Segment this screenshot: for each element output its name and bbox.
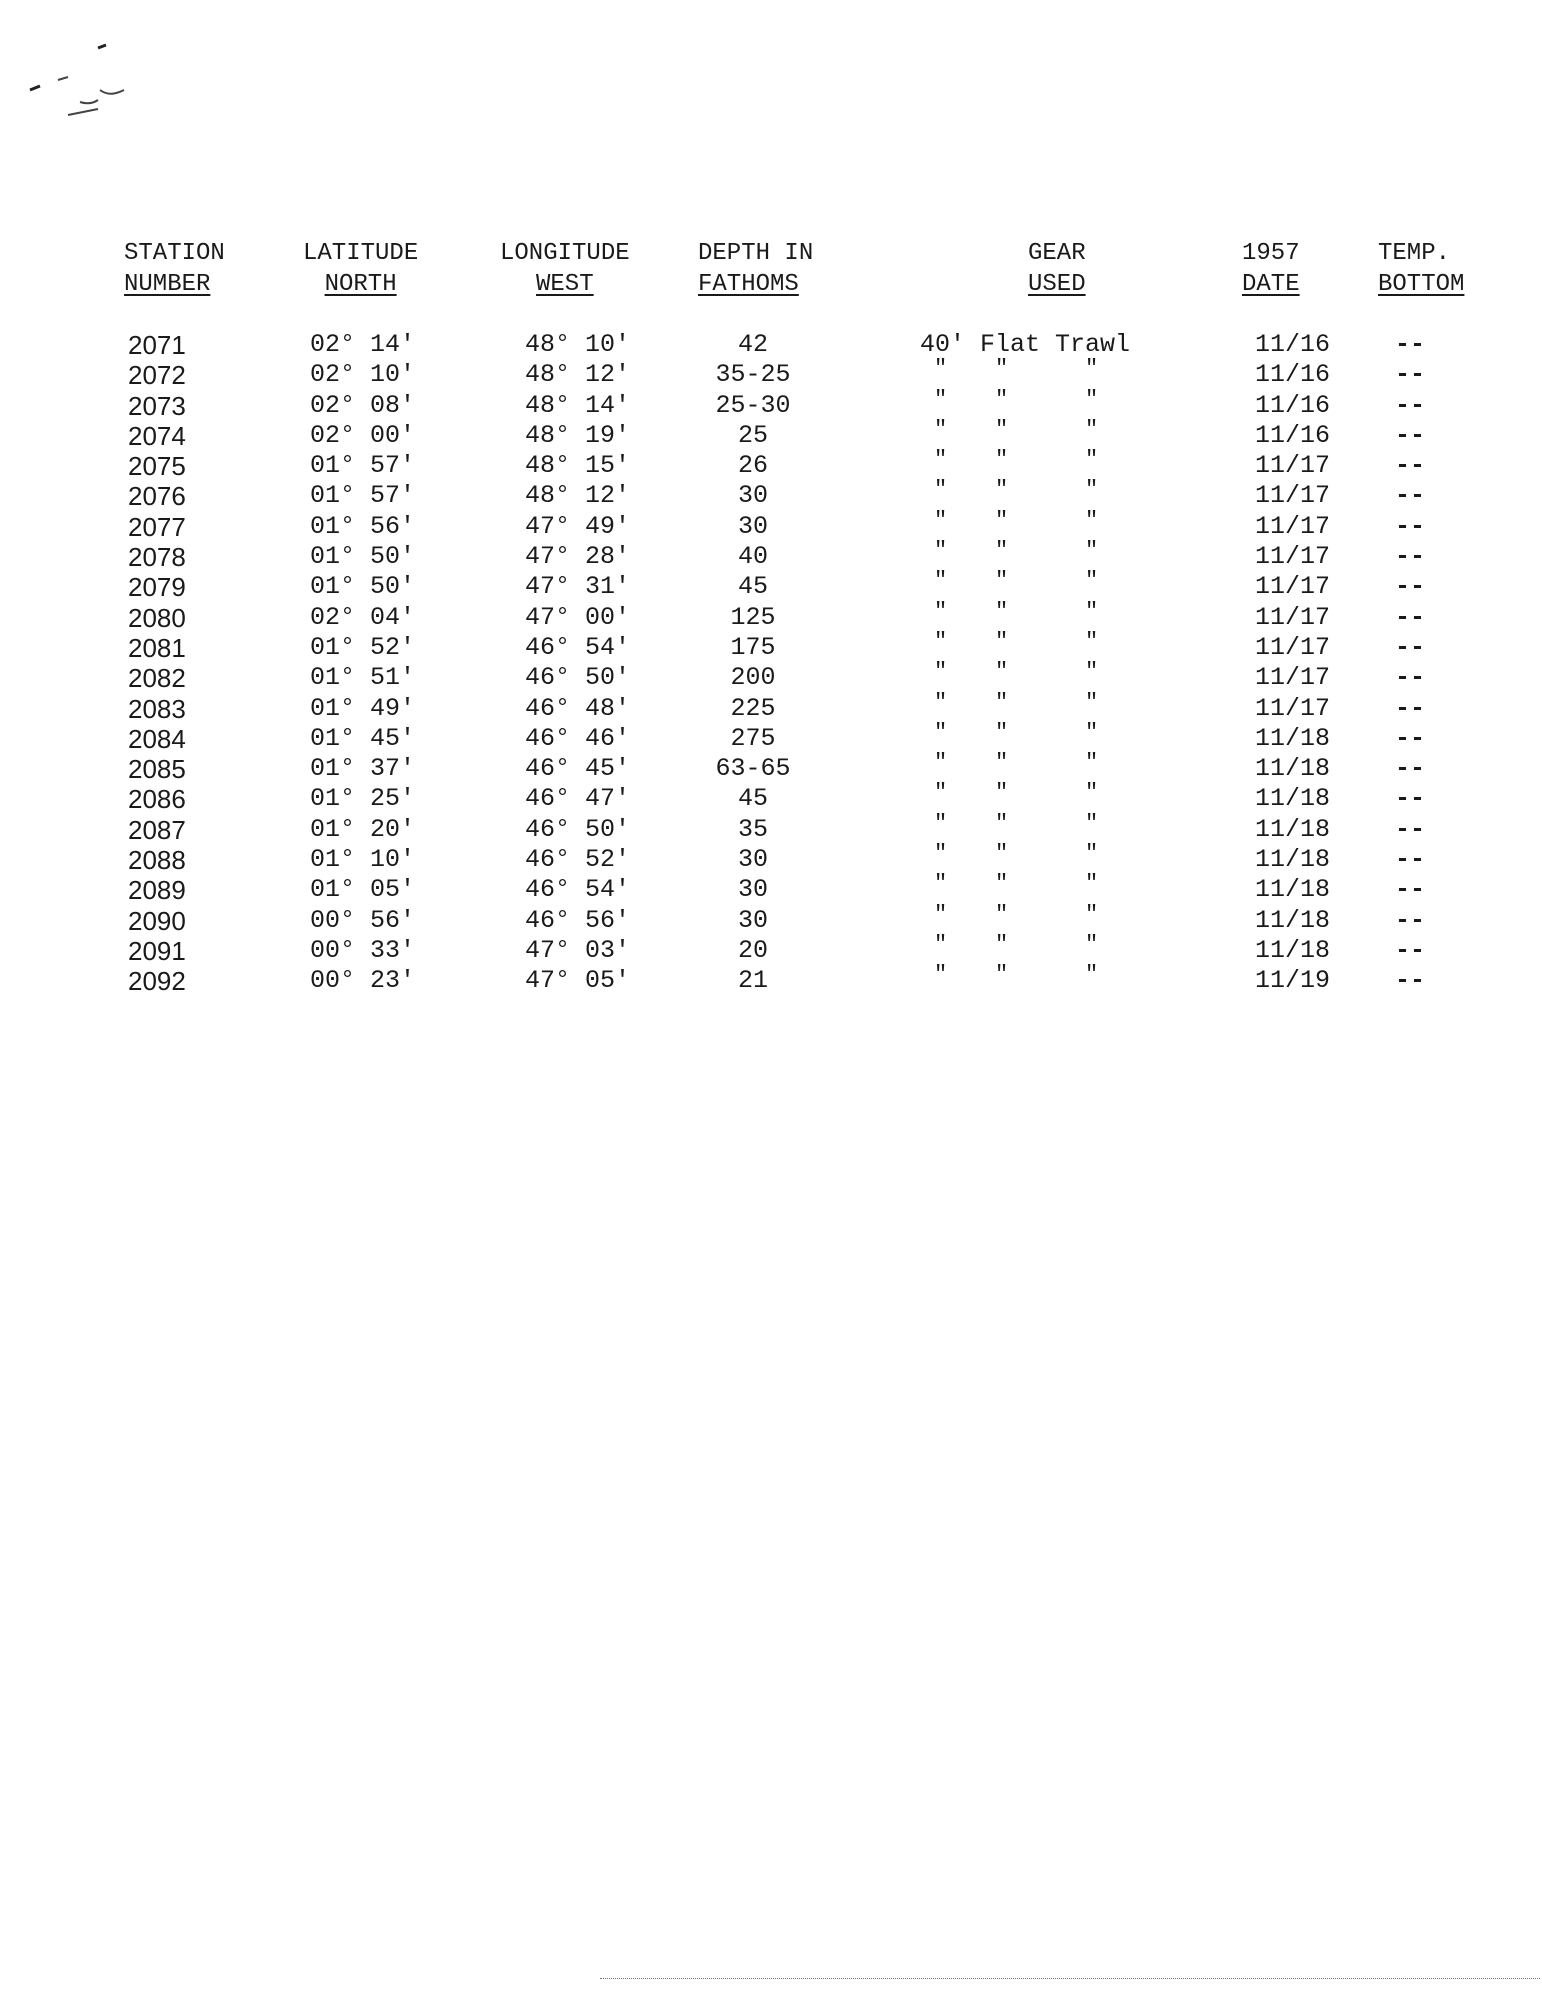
header-gear-line1: GEAR <box>1028 240 1086 267</box>
date-value: 11/17 <box>1255 632 1331 662</box>
depth-value: 25 <box>737 420 768 450</box>
ditto-mark: " <box>934 780 948 806</box>
ditto-mark: " <box>995 356 1009 382</box>
station-number: 2079 <box>128 572 186 603</box>
latitude-value: 01° 50' <box>310 542 416 572</box>
longitude-value: 46° 54' <box>525 875 631 905</box>
ditto-mark: " <box>934 659 948 685</box>
temp-value: -- <box>1395 875 1426 905</box>
station-number: 2090 <box>128 905 186 936</box>
depth-value: 63-65 <box>715 754 791 784</box>
station-number: 2082 <box>128 663 186 694</box>
temp-value: -- <box>1395 784 1426 814</box>
ditto-mark: " <box>995 931 1009 957</box>
longitude-value: 47° 31' <box>525 572 631 602</box>
ditto-mark: " <box>934 719 948 745</box>
ditto-mark: " <box>1085 507 1099 533</box>
latitude-value: 01° 50' <box>310 572 416 602</box>
ditto-mark: " <box>1085 477 1099 503</box>
header-temp-line1: TEMP. <box>1378 240 1451 267</box>
ditto-mark: " <box>995 901 1009 927</box>
ditto-mark: " <box>995 598 1009 624</box>
ditto-mark: " <box>934 689 948 715</box>
date-value: 11/16 <box>1255 390 1331 420</box>
depth-value: 45 <box>737 572 768 602</box>
latitude-value: 02° 14' <box>310 330 416 359</box>
temp-value: -- <box>1395 663 1426 693</box>
header-date-line1: 1957 <box>1242 240 1300 267</box>
depth-value: 30 <box>737 481 768 511</box>
ditto-mark: " <box>1085 568 1099 594</box>
temp-value: -- <box>1395 845 1426 875</box>
header-longitude-line1: LONGITUDE <box>500 240 630 267</box>
ditto-mark: " <box>934 507 948 533</box>
temp-value: -- <box>1395 602 1426 632</box>
latitude-value: 00° 56' <box>310 905 416 935</box>
ditto-mark: " <box>995 750 1009 776</box>
depth-value: 175 <box>730 632 776 662</box>
latitude-value: 02° 04' <box>310 602 416 632</box>
date-value: 11/18 <box>1255 875 1331 905</box>
depth-value: 200 <box>730 663 776 693</box>
latitude-value: 01° 10' <box>310 845 416 875</box>
ditto-mark: " <box>995 507 1009 533</box>
depth-value: 42 <box>737 330 768 359</box>
latitude-value: 01° 57' <box>310 451 416 481</box>
date-value: 11/17 <box>1255 602 1331 632</box>
date-value: 11/19 <box>1255 966 1331 996</box>
ditto-mark: " <box>934 386 948 412</box>
table-row <box>0 780 1542 815</box>
date-value: 11/16 <box>1255 330 1331 359</box>
station-number: 2083 <box>128 693 186 724</box>
ditto-mark: " <box>995 689 1009 715</box>
ditto-mark: " <box>1085 931 1099 957</box>
ditto-mark: " <box>995 538 1009 564</box>
ditto-mark: " <box>1085 628 1099 654</box>
date-value: 11/18 <box>1255 935 1331 965</box>
ditto-mark: " <box>1085 447 1099 473</box>
longitude-value: 48° 10' <box>525 330 631 359</box>
station-number: 2087 <box>128 814 186 845</box>
ditto-mark: " <box>995 416 1009 442</box>
ditto-mark: " <box>1085 780 1099 806</box>
latitude-value: 00° 33' <box>310 935 416 965</box>
header-date <box>1242 238 1300 300</box>
ditto-mark: " <box>934 416 948 442</box>
temp-value: -- <box>1395 390 1426 420</box>
ditto-mark: " <box>995 962 1009 988</box>
longitude-value: 46° 46' <box>525 723 631 753</box>
ditto-mark: " <box>1085 719 1099 745</box>
ditto-mark: " <box>1085 416 1099 442</box>
ditto-mark: " <box>1085 871 1099 897</box>
temp-value: -- <box>1395 966 1426 996</box>
latitude-value: 01° 51' <box>310 663 416 693</box>
header-date-line2: DATE <box>1242 271 1300 298</box>
latitude-value: 01° 56' <box>310 511 416 541</box>
ditto-mark: " <box>1085 962 1099 988</box>
temp-value: -- <box>1395 330 1426 359</box>
longitude-value: 47° 03' <box>525 935 631 965</box>
station-number: 2089 <box>128 875 186 906</box>
header-station-line1: STATION <box>124 240 225 267</box>
latitude-value: 01° 52' <box>310 632 416 662</box>
date-value: 11/18 <box>1255 845 1331 875</box>
station-number: 2077 <box>128 511 186 542</box>
date-value: 11/16 <box>1255 360 1331 390</box>
temp-value: -- <box>1395 420 1426 450</box>
ditto-mark: " <box>1085 689 1099 715</box>
depth-value: 45 <box>737 784 768 814</box>
longitude-value: 47° 28' <box>525 542 631 572</box>
temp-value: -- <box>1395 905 1426 935</box>
station-number: 2088 <box>128 845 186 876</box>
ditto-mark: " <box>995 447 1009 473</box>
temp-value: -- <box>1395 935 1426 965</box>
table-row <box>0 507 1542 542</box>
ditto-mark: " <box>934 962 948 988</box>
ditto-mark: " <box>934 568 948 594</box>
date-value: 11/18 <box>1255 784 1331 814</box>
station-number: 2075 <box>128 451 186 482</box>
ditto-mark: " <box>995 780 1009 806</box>
table-row <box>0 931 1542 966</box>
latitude-value: 02° 00' <box>310 420 416 450</box>
date-value: 11/18 <box>1255 754 1331 784</box>
header-longitude-line2: WEST <box>536 271 594 298</box>
temp-value: -- <box>1395 481 1426 511</box>
table-row <box>0 330 1542 360</box>
station-table-body <box>0 330 1542 997</box>
latitude-value: 01° 05' <box>310 875 416 905</box>
footer-rule <box>600 1978 1540 1979</box>
date-value: 11/17 <box>1255 542 1331 572</box>
ditto-mark: " <box>1085 598 1099 624</box>
table-row <box>0 901 1542 936</box>
ditto-mark: " <box>995 810 1009 836</box>
depth-value: 30 <box>737 511 768 541</box>
header-latitude <box>303 238 418 300</box>
longitude-value: 46° 45' <box>525 754 631 784</box>
longitude-value: 46° 54' <box>525 632 631 662</box>
depth-value: 21 <box>737 966 768 996</box>
corner-mark <box>10 30 150 130</box>
depth-value: 125 <box>730 602 776 632</box>
table-row <box>0 416 1542 451</box>
ditto-mark: " <box>934 841 948 867</box>
station-number: 2092 <box>128 966 186 997</box>
ditto-mark: " <box>1085 810 1099 836</box>
ditto-mark: " <box>934 356 948 382</box>
date-value: 11/17 <box>1255 511 1331 541</box>
header-gear-line2: USED <box>1028 271 1086 298</box>
ditto-mark: " <box>1085 750 1099 776</box>
table-row <box>0 568 1542 603</box>
temp-value: -- <box>1395 360 1426 390</box>
station-number: 2076 <box>128 481 186 512</box>
station-number: 2078 <box>128 542 186 573</box>
header-latitude-line1: LATITUDE <box>303 240 419 267</box>
ditto-mark: " <box>1085 901 1099 927</box>
latitude-value: 00° 23' <box>310 966 416 996</box>
header-gear <box>1028 238 1086 300</box>
longitude-value: 46° 52' <box>525 845 631 875</box>
header-depth <box>698 238 813 300</box>
temp-value: -- <box>1395 632 1426 662</box>
ditto-mark: " <box>934 447 948 473</box>
date-value: 11/17 <box>1255 481 1331 511</box>
ditto-mark: " <box>934 810 948 836</box>
temp-value: -- <box>1395 814 1426 844</box>
longitude-value: 46° 50' <box>525 814 631 844</box>
latitude-value: 01° 49' <box>310 693 416 723</box>
ditto-mark: " <box>934 538 948 564</box>
depth-value: 25-30 <box>715 390 791 420</box>
longitude-value: 46° 56' <box>525 905 631 935</box>
table-row <box>0 386 1542 421</box>
station-number: 2085 <box>128 754 186 785</box>
date-value: 11/17 <box>1255 572 1331 602</box>
ditto-mark: " <box>934 931 948 957</box>
ditto-mark: " <box>934 598 948 624</box>
table-row <box>0 689 1542 724</box>
gear-value: 40' Flat Trawl <box>920 330 1131 359</box>
temp-value: -- <box>1395 542 1426 572</box>
depth-value: 225 <box>730 693 776 723</box>
date-value: 11/18 <box>1255 723 1331 753</box>
longitude-value: 48° 12' <box>525 360 631 390</box>
ditto-mark: " <box>934 901 948 927</box>
ditto-mark: " <box>995 568 1009 594</box>
table-row <box>0 447 1542 482</box>
ditto-mark: " <box>1085 538 1099 564</box>
station-number: 2073 <box>128 390 186 421</box>
longitude-value: 46° 48' <box>525 693 631 723</box>
longitude-value: 48° 19' <box>525 420 631 450</box>
header-temp <box>1378 238 1464 300</box>
header-temp-line2: BOTTOM <box>1378 271 1465 298</box>
station-number: 2072 <box>128 360 186 391</box>
longitude-value: 47° 00' <box>525 602 631 632</box>
date-value: 11/17 <box>1255 451 1331 481</box>
ditto-mark: " <box>995 628 1009 654</box>
ditto-mark: " <box>1085 356 1099 382</box>
station-number: 2086 <box>128 784 186 815</box>
station-number: 2091 <box>128 935 186 966</box>
ditto-mark: " <box>995 719 1009 745</box>
depth-value: 275 <box>730 723 776 753</box>
depth-value: 40 <box>737 542 768 572</box>
ditto-mark: " <box>1085 659 1099 685</box>
header-station <box>124 238 225 300</box>
date-value: 11/17 <box>1255 663 1331 693</box>
ditto-mark: " <box>934 477 948 503</box>
table-row <box>0 659 1542 694</box>
table-row <box>0 750 1542 785</box>
temp-value: -- <box>1395 723 1426 753</box>
date-value: 11/18 <box>1255 905 1331 935</box>
date-value: 11/17 <box>1255 693 1331 723</box>
depth-value: 20 <box>737 935 768 965</box>
depth-value: 26 <box>737 451 768 481</box>
longitude-value: 47° 49' <box>525 511 631 541</box>
table-row <box>0 598 1542 633</box>
station-number: 2081 <box>128 632 186 663</box>
station-number: 2080 <box>128 602 186 633</box>
latitude-value: 01° 57' <box>310 481 416 511</box>
ditto-mark: " <box>1085 386 1099 412</box>
depth-value: 35-25 <box>715 360 791 390</box>
table-row <box>0 477 1542 512</box>
date-value: 11/18 <box>1255 814 1331 844</box>
table-row <box>0 719 1542 754</box>
latitude-value: 02° 10' <box>310 360 416 390</box>
table-row <box>0 962 1542 997</box>
table-row <box>0 841 1542 876</box>
ditto-mark: " <box>1085 841 1099 867</box>
station-number: 2074 <box>128 420 186 451</box>
longitude-value: 48° 15' <box>525 451 631 481</box>
temp-value: -- <box>1395 451 1426 481</box>
longitude-value: 47° 05' <box>525 966 631 996</box>
ditto-mark: " <box>995 841 1009 867</box>
temp-value: -- <box>1395 511 1426 541</box>
header-station-line2: NUMBER <box>124 271 211 298</box>
station-number: 2071 <box>128 330 186 360</box>
ditto-mark: " <box>934 628 948 654</box>
longitude-value: 46° 47' <box>525 784 631 814</box>
latitude-value: 01° 45' <box>310 723 416 753</box>
ditto-mark: " <box>995 477 1009 503</box>
depth-value: 35 <box>737 814 768 844</box>
depth-value: 30 <box>737 875 768 905</box>
header-longitude <box>500 238 630 300</box>
latitude-value: 01° 25' <box>310 784 416 814</box>
header-depth-line2: FATHOMS <box>698 271 799 298</box>
header-depth-line1: DEPTH IN <box>698 240 814 267</box>
latitude-value: 01° 20' <box>310 814 416 844</box>
table-row <box>0 810 1542 845</box>
header-latitude-line2: NORTH <box>324 271 397 298</box>
temp-value: -- <box>1395 693 1426 723</box>
latitude-value: 02° 08' <box>310 390 416 420</box>
station-number: 2084 <box>128 723 186 754</box>
longitude-value: 46° 50' <box>525 663 631 693</box>
ditto-mark: " <box>995 659 1009 685</box>
ditto-mark: " <box>995 871 1009 897</box>
longitude-value: 48° 12' <box>525 481 631 511</box>
temp-value: -- <box>1395 754 1426 784</box>
depth-value: 30 <box>737 905 768 935</box>
ditto-mark: " <box>934 871 948 897</box>
latitude-value: 01° 37' <box>310 754 416 784</box>
ditto-mark: " <box>995 386 1009 412</box>
date-value: 11/16 <box>1255 420 1331 450</box>
temp-value: -- <box>1395 572 1426 602</box>
ditto-mark: " <box>934 750 948 776</box>
longitude-value: 48° 14' <box>525 390 631 420</box>
table-row <box>0 871 1542 906</box>
table-row <box>0 356 1542 391</box>
table-row <box>0 628 1542 663</box>
depth-value: 30 <box>737 845 768 875</box>
table-row <box>0 538 1542 573</box>
